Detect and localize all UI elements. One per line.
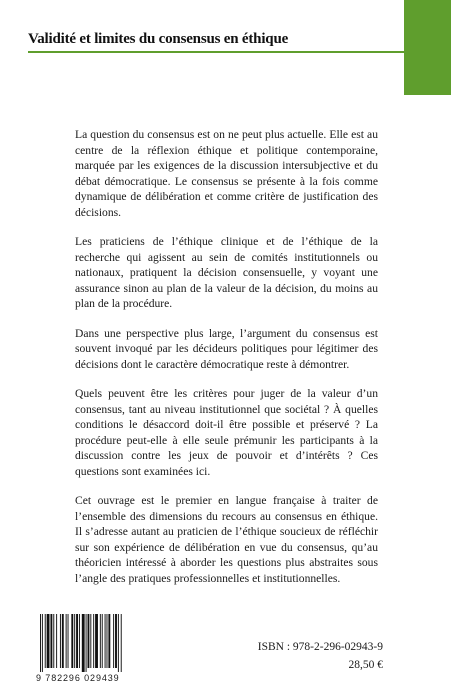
barcode-icon [40, 614, 147, 672]
barcode-block [36, 614, 151, 684]
blurb-paragraph-2: Les praticiens de l’éthique clinique et de l’éthique de la recherche qui agissent au sein de comités institutionnels ou nationaux, pratiquent la décision consensuelle, y voyant une assurance sinon au plan de la valeur de la décision, du moins au plan de la procédure. [75, 235, 378, 310]
book-title: Validité et limites du consensus en éthique [28, 31, 289, 47]
price-label: 28,50 € [348, 659, 383, 671]
blurb-paragraph-4: Quels peuvent être les critères pour juger de la valeur d’un consensus, tant au niveau institutionnel que sociétal ? À quelles conditions le désaccord doit-il être possible et préservé ? La procédure peut-elle à elle seule prémunir les participants à la discussion contre les jeux de pouvoir et d’intérêts ? Ces questions sont examinées ici. [75, 387, 378, 478]
blurb-paragraph-1: La question du consensus est on ne peut plus actuelle. Elle est au centre de la réflexion éthique et politique contemporaine, marquée par les exigences de la discussion intersubjective et du débat démocratique. Le consensus se présente à la fois comme dynamique de délibération et comme critère de justification des décisions. [75, 128, 378, 219]
back-cover-blurb [75, 127, 378, 600]
isbn-label: ISBN : 978-2-296-02943-9 [257, 641, 383, 653]
blurb-paragraph-5: Cet ouvrage est le premier en langue française à traiter de l’ensemble des dimensions du recours au consensus en éthique. Il s’adresse autant au praticien de l’éthique soucieux de réfléchir sur son expérience de délibération en vue du consensus, qu’au théoricien intéressé à aborder les questions plus abstraites sous l’angle des pratiques professionnelles et institutionnelles. [75, 494, 378, 585]
title-underline [28, 51, 404, 53]
barcode-number: 9 782296 029439 [36, 673, 120, 683]
blurb-paragraph-3: Dans une perspective plus large, l’argument du consensus est souvent invoqué par les décideurs politiques pour légitimer des décisions dont le caractère démocratique reste à démontrer. [75, 326, 378, 371]
green-accent-tab [404, 0, 451, 95]
